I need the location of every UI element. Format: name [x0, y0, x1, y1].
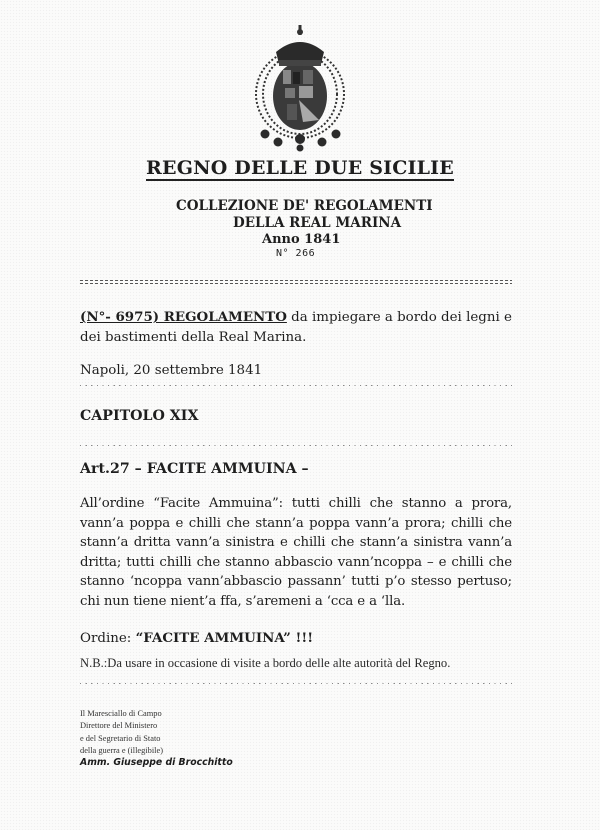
order-line [80, 628, 313, 649]
dotted-divider [80, 385, 512, 386]
double-rule-divider [80, 280, 512, 286]
signature-block [80, 708, 233, 769]
dotted-divider [80, 683, 512, 684]
signatory-name: Amm. Giuseppe di Brocchitto [80, 757, 233, 769]
note: N.B.:Da usare in occasione di visite a bordo delle alte autorità del Regno. [80, 656, 451, 670]
chapter-title: CAPITOLO XIX [80, 408, 199, 424]
article-text: All’ordine “Facite Ammuina”: tutti chilli che stanno a prora, vann’a poppa e chilli che stann’a poppa vann’a prora; chilli che stann’a dritta vann’a sinistra e chilli che stann’a sinistra vann’a dritta; tutti chilli che stanno abbascio vann’ncoppa – e chilli che stanno ‘ncoppa vann’abbascio passann’ tutti p’o stesso pertuso; chi nun tiene nient’a ffa, s’aremeni a ‘cca e a ‘lla. [80, 496, 512, 609]
regulation-heading: (N°- 6975) REGOLAMENTO [80, 309, 287, 325]
regulation-paragraph [80, 307, 520, 348]
regulation-description: da impiegare a bordo dei legni e dei bastimenti della Real Marina. [80, 310, 512, 345]
order-value: “FACITE AMMUINA” !!! [135, 630, 314, 646]
signature-line: e del Segretario di Stato [80, 733, 161, 743]
signature-line: Direttore del Ministero [80, 721, 158, 731]
article-title: Art.27 – FACITE AMMUINA – [80, 461, 309, 477]
kingdom-title: REGNO DELLE DUE SICILIE [146, 157, 454, 179]
order-label: Ordine: [80, 631, 136, 646]
collection-number: N° 266 [276, 248, 316, 259]
royal-crest-icon [243, 22, 358, 152]
signature-line: della guerra e (illegibile) [80, 745, 164, 755]
dotted-divider [80, 445, 512, 446]
year-label: Anno 1841 [262, 232, 341, 247]
collection-title-line2: DELLA REAL MARINA [233, 215, 402, 231]
collection-title-line1: COLLEZIONE DE' REGOLAMENTI [176, 198, 433, 214]
signature-line: Il Maresciallo di Campo [80, 709, 162, 718]
place-date: Napoli, 20 settembre 1841 [80, 363, 263, 378]
